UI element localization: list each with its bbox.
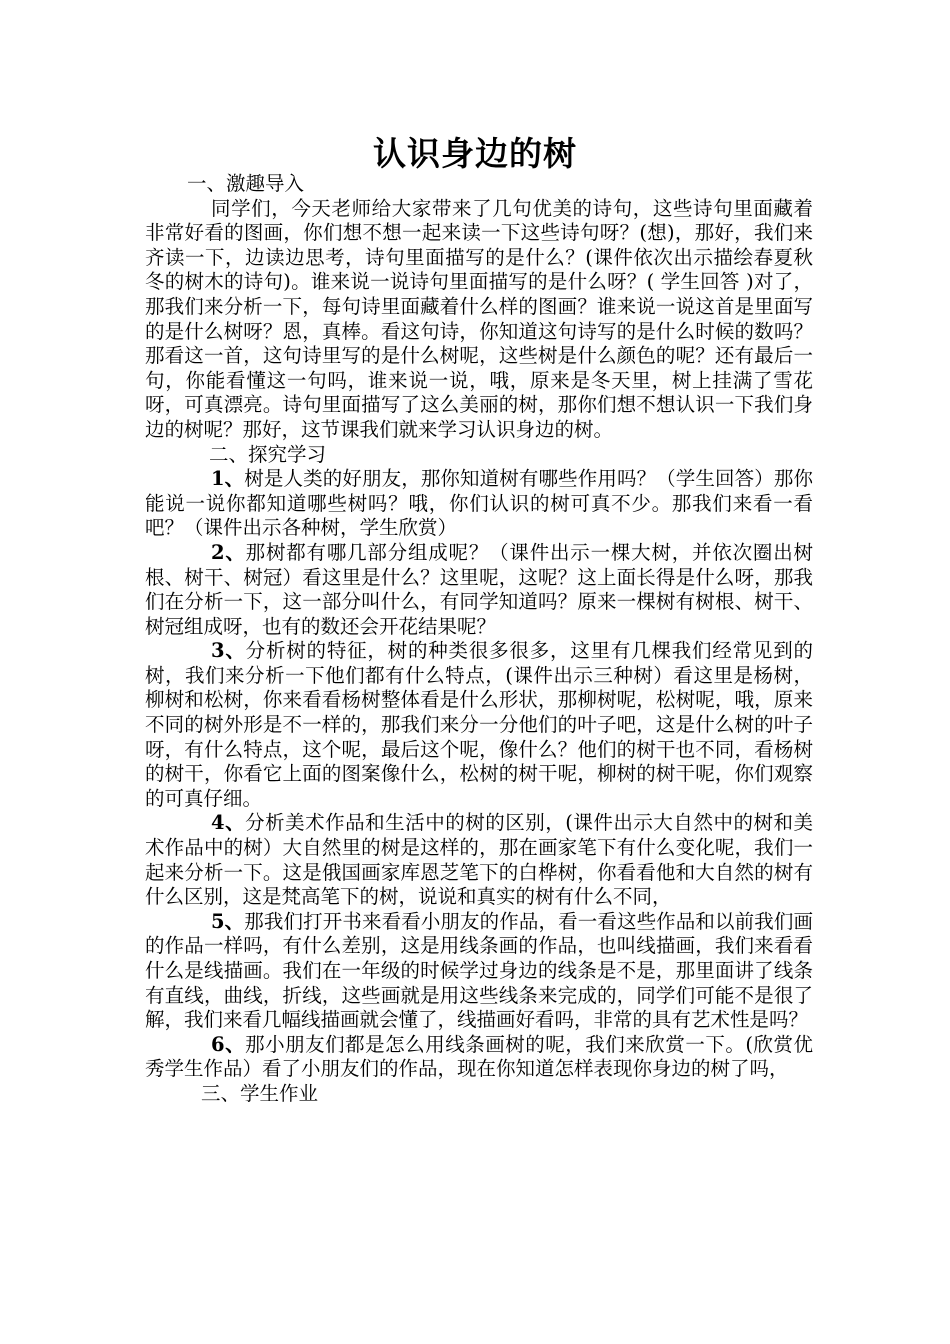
item-number: 3、 bbox=[211, 639, 246, 663]
section-heading-explore: 二、探究学习 bbox=[209, 442, 327, 466]
explore-item-1 bbox=[145, 467, 813, 541]
item-text: 树是人类的好朋友，那你知道树有哪些作用吗？（学生回答）那你能说一说你都知道哪些树吗？哦，你们认识的树可真不少。那我们来看一看吧？（课件出示各种树，学生欣赏） bbox=[145, 467, 813, 540]
item-number: 1、 bbox=[211, 467, 245, 491]
intro-paragraph: 同学们，今天老师给大家带来了几句优美的诗句，这些诗句里面藏着非常好看的图画，你们想不想一起来读一下这些诗句呀？(想)，那好，我们来齐读一下，边读边思考，诗句里面描写的是什么？(课件依次出示描绘春夏秋冬的树木的诗句)。谁来说一说诗句里面描写的是什么呀？( 学生回答 )对了，那我们来分析一下，每句诗里面藏着什么样的图画？谁来说一说这首是里面写的是什么树呀？恩，真棒。看这句诗，你知道这句诗写的是什么时候的数吗？那看这一首，这句诗里写的是什么树呢，这些树是什么颜色的呢？还有最后一句，你能看懂这一句吗，谁来说一说，哦，原来是冬天里，树上挂满了雪花呀，可真漂亮。诗句里面描写了这么美丽的树，那你们想不想认识一下我们身边的树呢？那好，这节课我们就来学习认识身边的树。 bbox=[145, 196, 813, 441]
item-text: 那树都有哪几部分组成呢？（课件出示一棵大树，并依次圈出树根、树干、树冠）看这里是什么？这里呢，这呢？这上面长得是什么呀，那我们在分析一下，这一部分叫什么，有同学知道吗？原来一棵树有树根、树干、树冠组成呀，也有的数还会开花结果呢？ bbox=[145, 540, 813, 638]
document-body bbox=[145, 172, 813, 1107]
explore-item-4 bbox=[145, 811, 813, 909]
section-heading-intro: 一、激趣导入 bbox=[187, 172, 305, 195]
explore-item-3 bbox=[145, 639, 813, 811]
item-number: 6、 bbox=[211, 1032, 246, 1056]
document-title: 认识身边的树 bbox=[373, 134, 577, 173]
item-text: 那小朋友们都是怎么用线条画树的呢，我们来欣赏一下。(欣赏优秀学生作品）看了小朋友们的作品，现在你知道怎样表现你身边的树了吗， bbox=[145, 1032, 813, 1081]
section-heading-homework: 三、学生作业 bbox=[201, 1081, 319, 1105]
item-text: 分析美术作品和生活中的树的区别，(课件出示大自然中的树和美术作品中的树）大自然里的树是这样的，那在画家笔下有什么变化呢，我们一起来分析一下。这是俄国画家库恩芝笔下的白桦树，你看看他和大自然的树有什么区别，这是梵高笔下的树，说说和真实的树有什么不同， bbox=[145, 811, 813, 909]
explore-item-6 bbox=[145, 1033, 813, 1082]
item-number: 2、 bbox=[211, 540, 246, 564]
item-number: 5、 bbox=[211, 909, 245, 933]
explore-item-5 bbox=[145, 910, 813, 1033]
explore-item-2 bbox=[145, 541, 813, 639]
item-text: 分析树的特征，树的种类很多很多，这里有几棵我们经常见到的树，我们来分析一下他们都有什么特点，(课件出示三种树）看这里是杨树，柳树和松树，你来看看杨树整体看是什么形状，那柳树呢，松树呢，哦，原来不同的树外形是不一样的，那我们来分一分他们的叶子吧，这是什么树的叶子呀，有什么特点，这个呢，最后这个呢，像什么？他们的树干也不同，看杨树的树干，你看它上面的图案像什么，松树的树干呢，柳树的树干呢，你们观察的可真仔细。 bbox=[145, 639, 813, 810]
item-text: 那我们打开书来看看小朋友的作品，看一看这些作品和以前我们画的作品一样吗，有什么差别，这是用线条画的作品，也叫线描画，我们来看看什么是线描画。我们在一年级的时候学过身边的线条是不是，那里面讲了线条有直线，曲线，折线，这些画就是用这些线条来完成的，同学们可能不是很了解，我们来看几幅线描画就会懂了，线描画好看吗，非常的具有艺术性是吗？ bbox=[145, 909, 813, 1032]
item-number: 4、 bbox=[211, 811, 246, 835]
